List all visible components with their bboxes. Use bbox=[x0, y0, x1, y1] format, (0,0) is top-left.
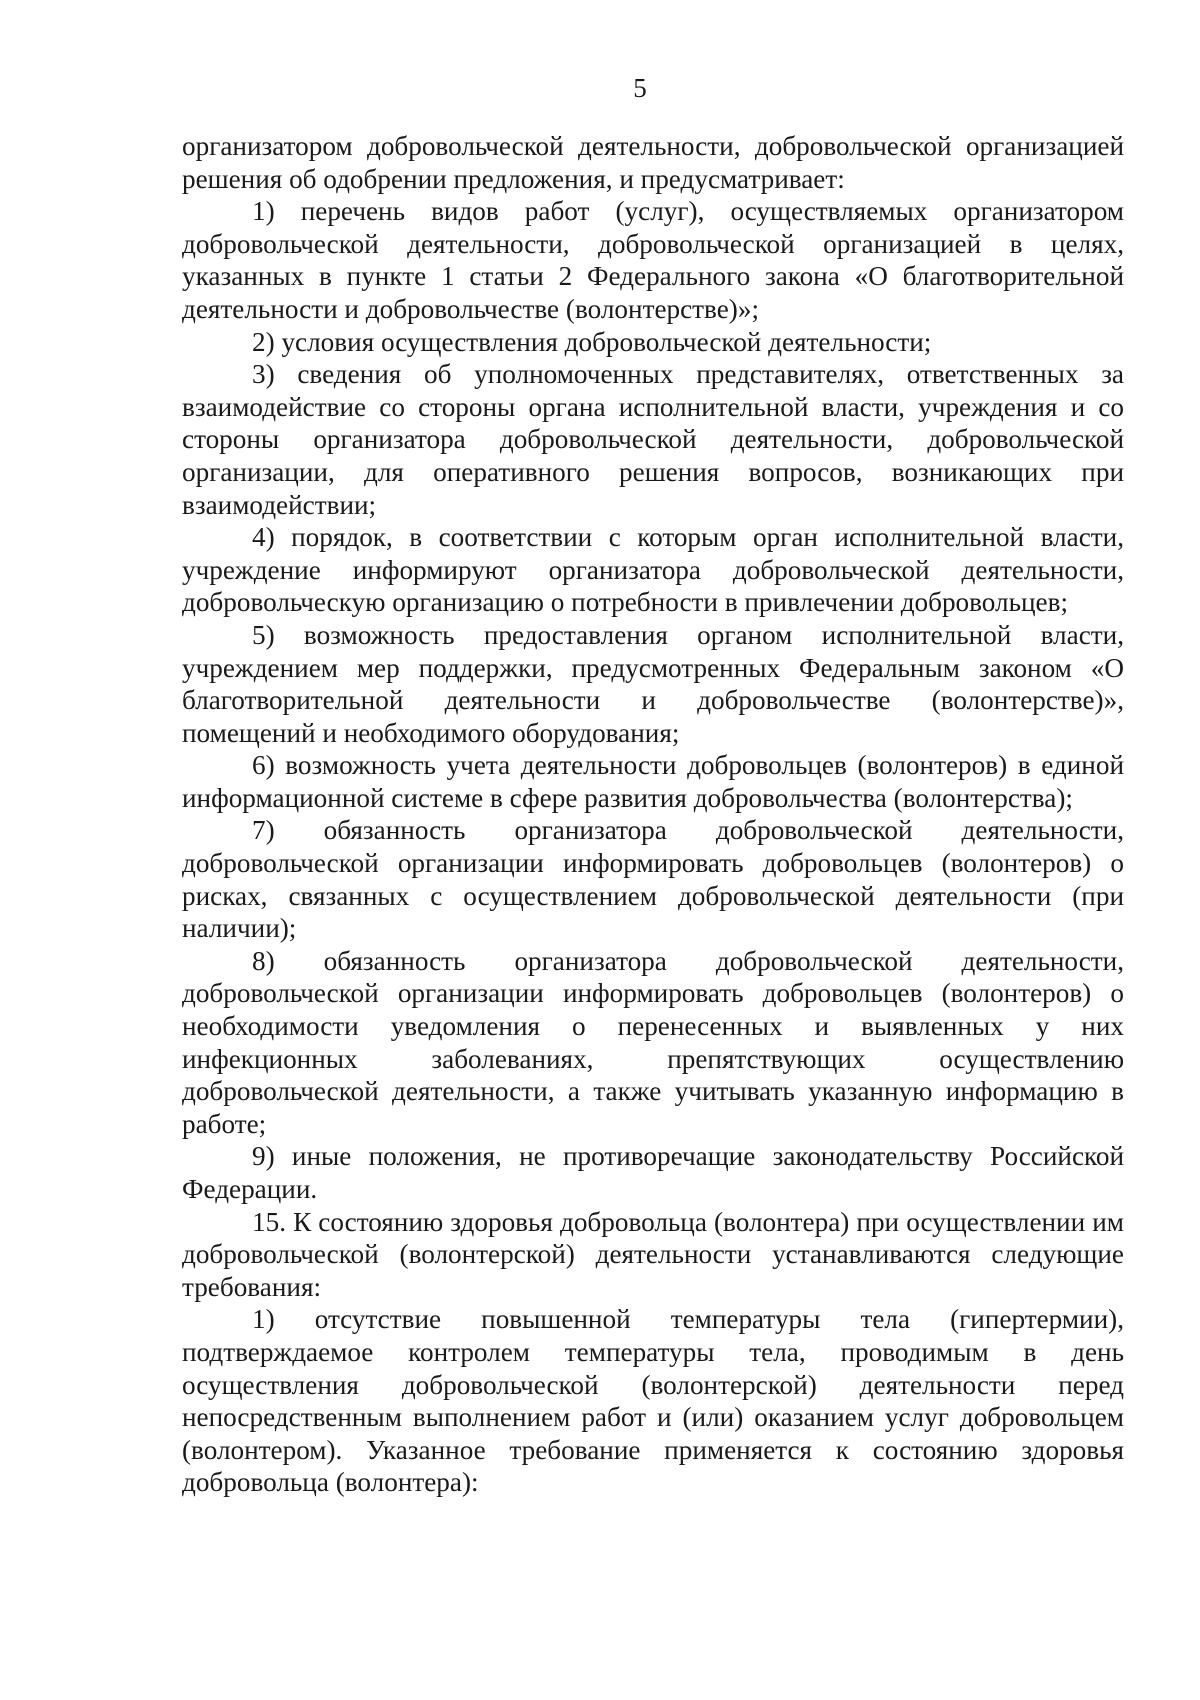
paragraph-continuation: организатором добровольческой деятельности, добровольческой организацией решения об одобрении предложения, и предусматривает: bbox=[182, 131, 1124, 194]
section-15-item-1: 1) отсутствие повышенной температуры тела (гипертермии), подтверждаемое контролем температуры тела, проводимым в день осуществления добровольческой (волонтерской) деятельности перед непосредственным выполнением работ и (или) оказанием услуг добровольцем (волонтером). Указанное требование применяется к состоянию здоровья добровольца (волонтера): bbox=[182, 1304, 1124, 1498]
list-item-4: 4) порядок, в соответствии с которым орган исполнительной власти, учреждение информируют организатора добровольческой деятельности, добровольческую организацию о потребности в привлечении добровольцев; bbox=[182, 522, 1124, 618]
list-item-9: 9) иные положения, не противоречащие законодательству Российской Федерации. bbox=[182, 1141, 1124, 1204]
list-item-1: 1) перечень видов работ (услуг), осуществляемых организатором добровольческой деятельности, добровольческой организацией в целях, указанных в пункте 1 статьи 2 Федерального закона «О благотворительной деятельности и добровольчестве (волонтерстве)»; bbox=[182, 196, 1124, 324]
document-body bbox=[182, 130, 1124, 1499]
section-15: 15. К состоянию здоровья добровольца (волонтера) при осуществлении им добровольческой (волонтерской) деятельности устанавливаются следующие требования: bbox=[182, 1206, 1124, 1302]
list-item-8: 8) обязанность организатора добровольческой деятельности, добровольческой организации информировать добровольцев (волонтеров) о необходимости уведомления о перенесенных и выявленных у них инфекционных заболеваниях, препятствующих осуществлению добровольческой деятельности, а также учитывать указанную информацию в работе; bbox=[182, 945, 1124, 1139]
list-item-3: 3) сведения об уполномоченных представителях, ответственных за взаимодействие со стороны органа исполнительной власти, учреждения и со стороны организатора добровольческой деятельности, добровольческой организации, для оперативного решения вопросов, возникающих при взаимодействии; bbox=[182, 359, 1124, 520]
list-item-6: 6) возможность учета деятельности добровольцев (волонтеров) в единой информационной системе в сфере развития добровольчества (волонтерства); bbox=[182, 750, 1124, 813]
list-item-7: 7) обязанность организатора добровольческой деятельности, добровольческой организации информировать добровольцев (волонтеров) о рисках, связанных с осуществлением добровольческой деятельности (при наличии); bbox=[182, 815, 1124, 944]
page-number: 5 bbox=[633, 73, 647, 103]
list-item-2: 2) условия осуществления добровольческой деятельности; bbox=[252, 326, 932, 357]
list-item-5: 5) возможность предоставления органом исполнительной власти, учреждением мер поддержки, предусмотренных Федеральным законом «О благотворительной деятельности и добровольчестве (волонтерстве)», помещений и необходимого оборудования; bbox=[182, 619, 1124, 748]
